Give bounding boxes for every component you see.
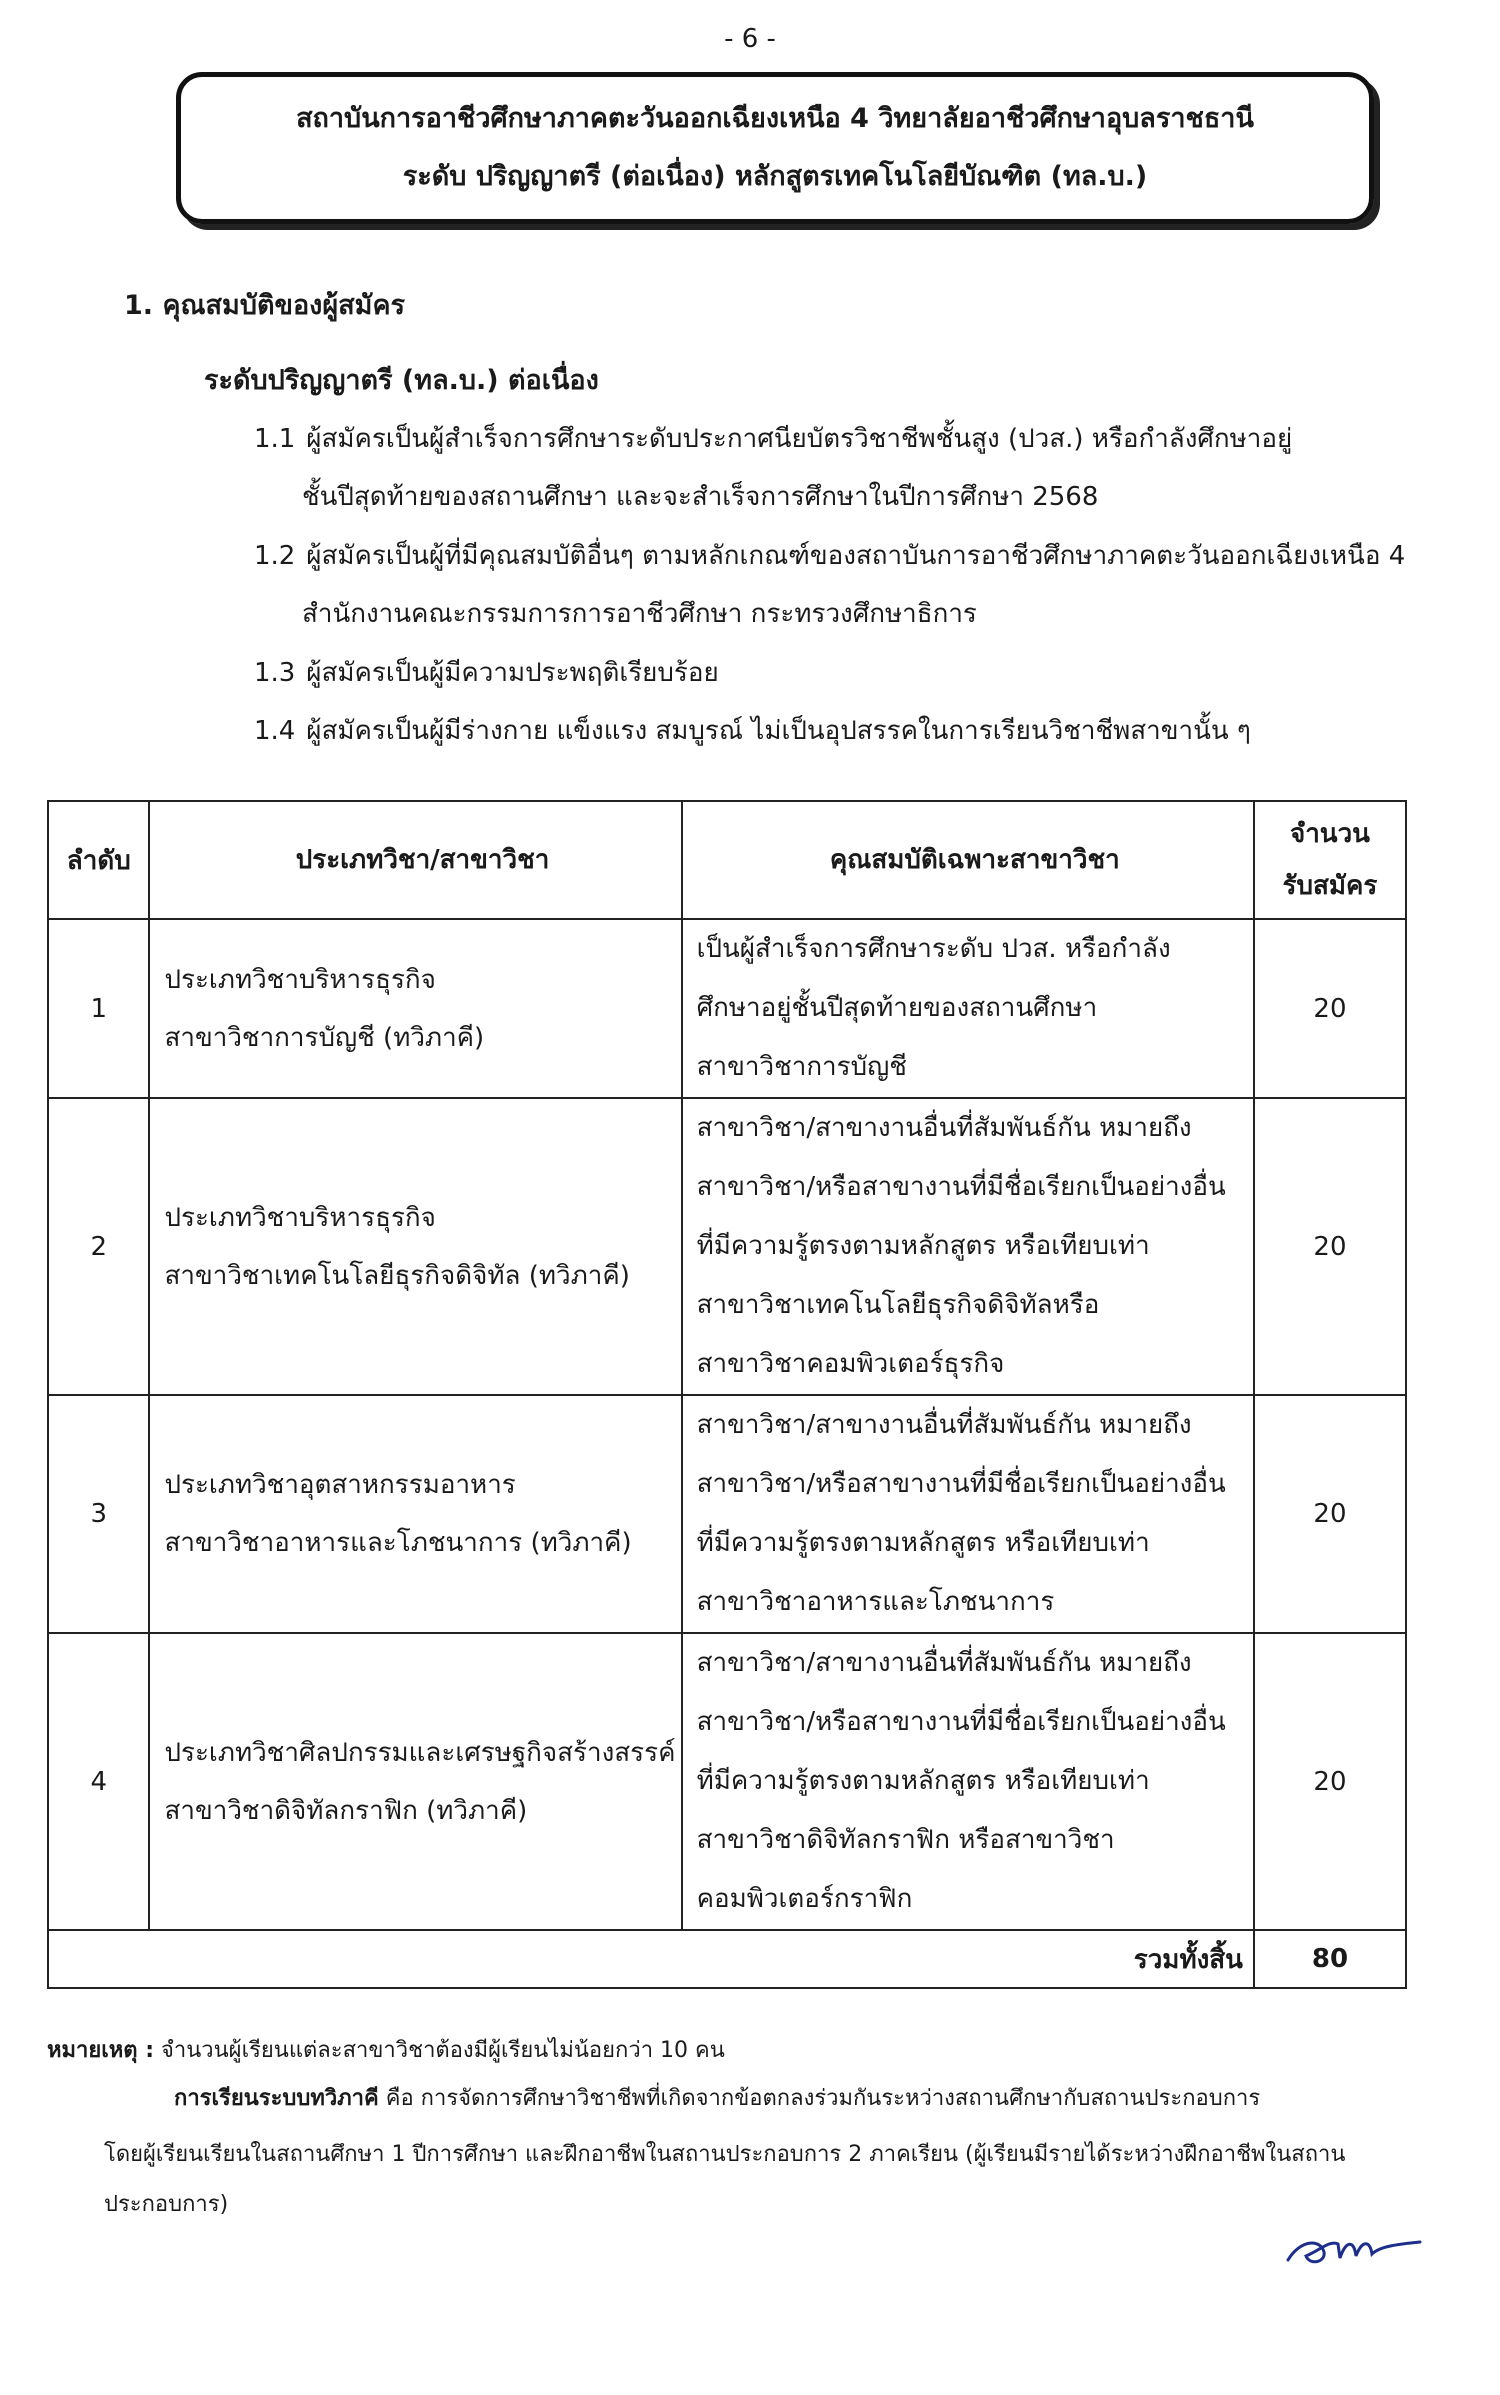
total-row: [48, 1930, 1406, 1988]
header-box: [176, 72, 1374, 224]
qualification-text: ผู้สมัครเป็นผู้มีร่างกาย แข็งแรง สมบูรณ์ ไม่เป็นอุปสรรคในการเรียนวิชาชีพสาขานั้น ๆ: [306, 716, 1251, 746]
qualification-num: 1.2: [254, 541, 296, 571]
program-table: [47, 800, 1407, 1989]
row-seq: 2: [48, 1098, 149, 1395]
header-seq: ลำดับ: [48, 801, 149, 919]
row-qual-line: ศึกษาอยู่ชั้นปีสุดท้ายของสถานศึกษา: [696, 993, 1098, 1023]
total-label: รวมทั้งสิ้น: [48, 1930, 1254, 1988]
total-value: 80: [1254, 1930, 1406, 1988]
row-qual-line: สาขาวิชา/สาขางานอื่นที่สัมพันธ์กัน หมายถึง: [696, 1410, 1192, 1440]
row-qual-line: คอมพิวเตอร์กราฟิก: [696, 1884, 913, 1914]
row-seq: 1: [48, 919, 149, 1098]
row-type-line2: สาขาวิชาเทคโนโลยีธุรกิจดิจิทัล (ทวิภาคี): [164, 1260, 630, 1291]
row-qual-line: สาขาวิชา/สาขางานอื่นที่สัมพันธ์กัน หมายถึง: [696, 1648, 1192, 1678]
row-type-line1: ประเภทวิชาศิลปกรรมและเศรษฐกิจสร้างสรรค์: [164, 1737, 676, 1768]
row-qual-line: สาขาวิชา/หรือสาขางานที่มีชื่อเรียกเป็นอย่างอื่น: [696, 1469, 1226, 1499]
row-count: 20: [1254, 1395, 1406, 1633]
row-qual-line: ที่มีความรู้ตรงตามหลักสูตร หรือเทียบเท่า: [696, 1766, 1150, 1796]
section-title: 1. คุณสมบัติของผู้สมัคร: [124, 290, 406, 321]
table-row: [48, 1098, 1406, 1395]
row-count: 20: [1254, 919, 1406, 1098]
row-qual-line: เป็นผู้สำเร็จการศึกษาระดับ ปวส. หรือกำลัง: [696, 934, 1171, 964]
qualification-text: ผู้สมัครเป็นผู้สำเร็จการศึกษาระดับประกาศนียบัตรวิชาชีพชั้นสูง (ปวส.) หรือกำลังศึกษาอยู่: [306, 424, 1293, 454]
row-type: [149, 1633, 681, 1930]
row-count: 20: [1254, 1098, 1406, 1395]
row-qual: [682, 1633, 1254, 1930]
row-qual-line: สาขาวิชาการบัญชี: [696, 1052, 907, 1082]
row-qual-line: สาขาวิชาเทคโนโลยีธุรกิจดิจิทัลหรือ: [696, 1290, 1100, 1320]
dual-system-line3: ประกอบการ): [104, 2192, 229, 2217]
row-type: [149, 919, 681, 1098]
table-header-row: [48, 801, 1406, 919]
table-row: [48, 1395, 1406, 1633]
qualification-cont: ชั้นปีสุดท้ายของสถานศึกษา และจะสำเร็จการศึกษาในปีการศึกษา 2568: [302, 482, 1099, 512]
row-qual-line: สาขาวิชาอาหารและโภชนาการ: [696, 1587, 1055, 1617]
qualification-num: 1.1: [254, 424, 296, 454]
row-type: [149, 1395, 681, 1633]
qualification-1-1: [254, 410, 1414, 526]
row-qual-line: สาขาวิชา/สาขางานอื่นที่สัมพันธ์กัน หมายถึง: [696, 1113, 1192, 1143]
row-qual-line: สาขาวิชาคอมพิวเตอร์ธุรกิจ: [696, 1349, 1005, 1379]
dual-system-label: การเรียนระบบทวิภาคี: [174, 2086, 379, 2111]
note: [47, 2032, 725, 2067]
note-label: หมายเหตุ :: [47, 2038, 155, 2063]
row-seq: 3: [48, 1395, 149, 1633]
qualification-text: ผู้สมัครเป็นผู้ที่มีคุณสมบัติอื่นๆ ตามหลักเกณฑ์ของสถาบันการอาชีวศึกษาภาคตะวันออกเฉียงเหนือ 4: [306, 541, 1406, 571]
row-qual-line: สาขาวิชาดิจิทัลกราฟิก หรือสาขาวิชา: [696, 1825, 1115, 1855]
row-type-line2: สาขาวิชาอาหารและโภชนาการ (ทวิภาคี): [164, 1528, 632, 1558]
row-seq: 4: [48, 1633, 149, 1930]
sub-title: ระดับปริญญาตรี (ทล.บ.) ต่อเนื่อง: [204, 365, 599, 396]
row-qual-line: สาขาวิชา/หรือสาขางานที่มีชื่อเรียกเป็นอย่างอื่น: [696, 1172, 1226, 1202]
row-type-line2: สาขาวิชาการบัญชี (ทวิภาคี): [164, 1022, 485, 1053]
dual-system-line2: โดยผู้เรียนเรียนในสถานศึกษา 1 ปีการศึกษา และฝึกอาชีพในสถานประกอบการ 2 ภาคเรียน (ผู้เรียนมีรายได้ระหว่างฝึกอาชีพในสถาน: [104, 2142, 1346, 2167]
row-qual: [682, 1098, 1254, 1395]
page-number: - 6 -: [724, 24, 776, 54]
row-qual: [682, 1395, 1254, 1633]
dual-system-text: คือ การจัดการศึกษาวิชาชีพที่เกิดจากข้อตกลงร่วมกันระหว่างสถานศึกษากับสถานประกอบการ: [378, 2086, 1261, 2111]
qualification-text: ผู้สมัครเป็นผู้มีความประพฤติเรียบร้อย: [306, 658, 719, 688]
row-qual-line: ที่มีความรู้ตรงตามหลักสูตร หรือเทียบเท่า: [696, 1231, 1150, 1261]
qualification-1-4: [254, 702, 1414, 760]
header-count-line1: จำนวน: [1289, 819, 1370, 849]
signature-mark: [1280, 2210, 1430, 2280]
qualification-cont: สำนักงานคณะกรรมการการอาชีวศึกษา กระทรวงศึกษาธิการ: [302, 599, 977, 629]
table-row: [48, 919, 1406, 1098]
row-type-line1: ประเภทวิชาบริหารธุรกิจ: [164, 964, 436, 995]
header-count-line2: รับสมัคร: [1282, 871, 1378, 901]
row-count: 20: [1254, 1633, 1406, 1930]
note-text: จำนวนผู้เรียนแต่ละสาขาวิชาต้องมีผู้เรียนไม่น้อยกว่า 10 คน: [154, 2038, 725, 2063]
qualification-num: 1.4: [254, 716, 296, 746]
row-qual-line: ที่มีความรู้ตรงตามหลักสูตร หรือเทียบเท่า: [696, 1528, 1150, 1558]
dual-system-line1: [104, 2074, 1464, 2124]
qualification-num: 1.3: [254, 658, 296, 688]
row-type-line2: สาขาวิชาดิจิทัลกราฟิก (ทวิภาคี): [164, 1795, 528, 1826]
header-qual: คุณสมบัติเฉพาะสาขาวิชา: [682, 801, 1254, 919]
row-qual-line: สาขาวิชา/หรือสาขางานที่มีชื่อเรียกเป็นอย่างอื่น: [696, 1707, 1226, 1737]
header-line-1: สถาบันการอาชีวศึกษาภาคตะวันออกเฉียงเหนือ 4 วิทยาลัยอาชีวศึกษาอุบลราชธานี: [296, 103, 1254, 134]
header-count: [1254, 801, 1406, 919]
row-qual: [682, 919, 1254, 1098]
signature: [1280, 2210, 1430, 2284]
qualification-1-2: [254, 527, 1414, 643]
header-line-2: ระดับ ปริญญาตรี (ต่อเนื่อง) หลักสูตรเทคโนโลยีบัณฑิต (ทล.บ.): [402, 161, 1148, 192]
qualification-1-3: [254, 644, 1414, 702]
row-type: [149, 1098, 681, 1395]
row-type-line1: ประเภทวิชาอุตสาหกรรมอาหาร: [164, 1470, 516, 1500]
header-type: ประเภทวิชา/สาขาวิชา: [149, 801, 681, 919]
row-type-line1: ประเภทวิชาบริหารธุรกิจ: [164, 1202, 436, 1233]
table-row: [48, 1633, 1406, 1930]
